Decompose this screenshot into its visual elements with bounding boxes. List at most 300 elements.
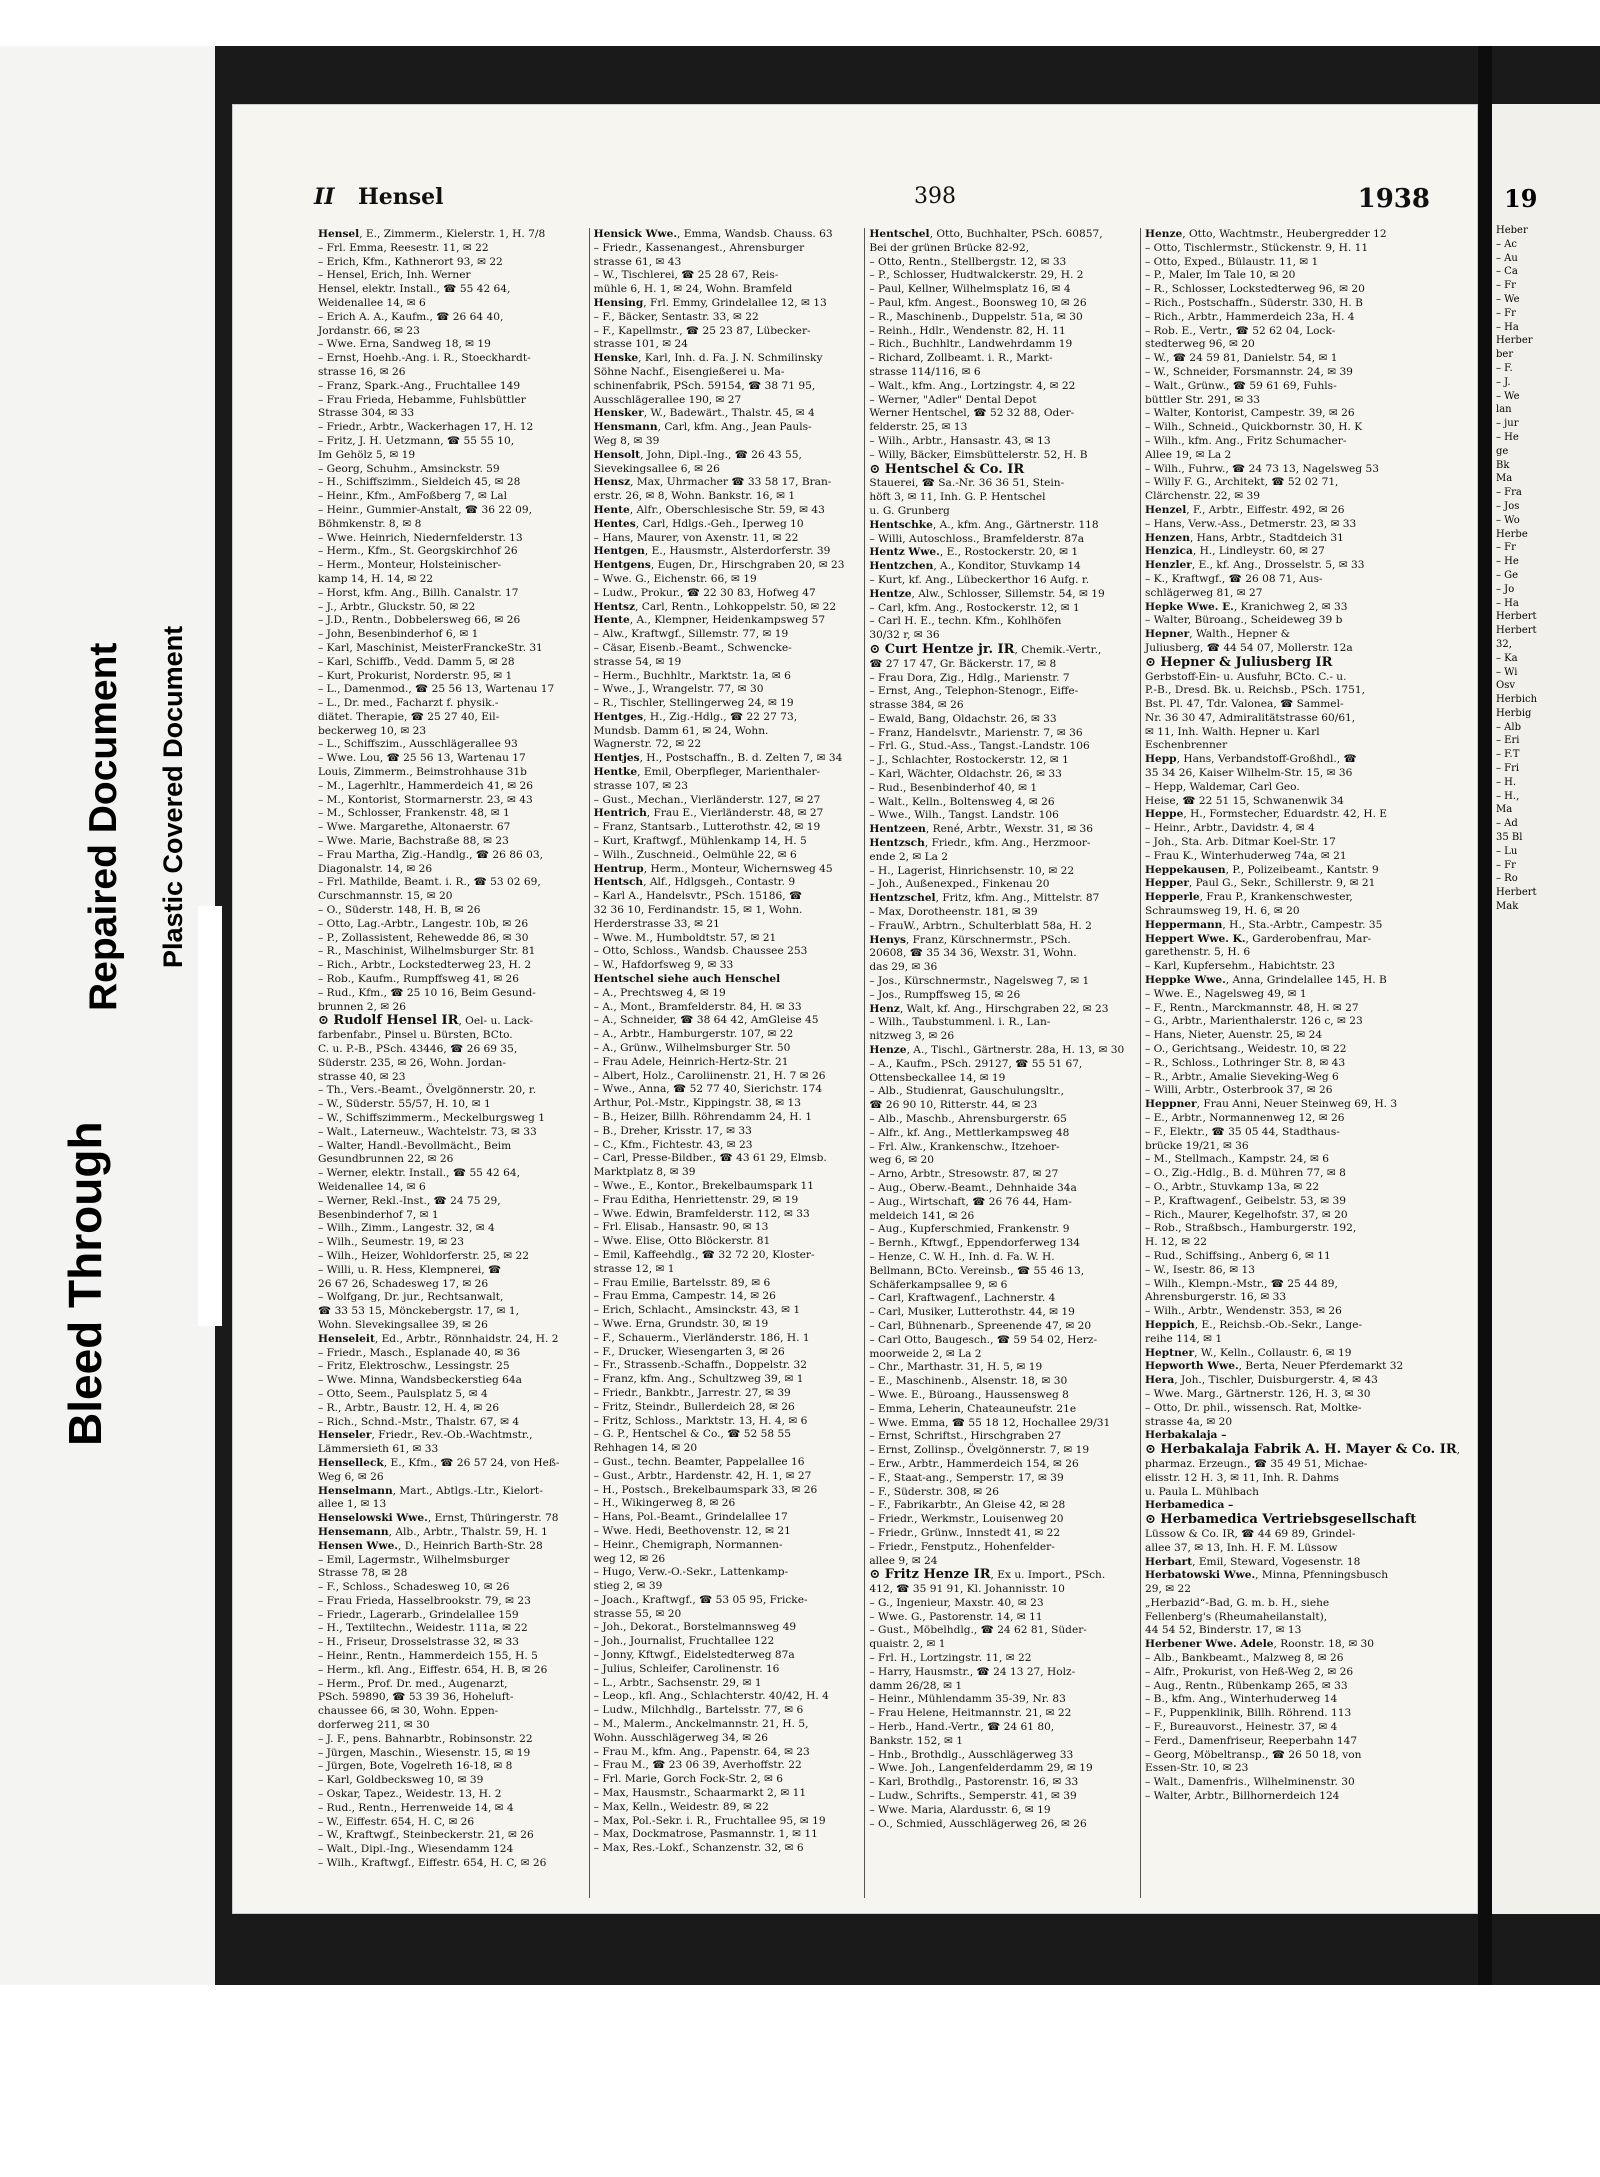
directory-entry: – M., Lagerhltr., Hammerdeich 41, ✉ 26: [318, 779, 534, 792]
column-4: [1140, 228, 1464, 1898]
directory-entry: Hepp, Hans, Verbandstoff-Großhdl., ☎: [1145, 753, 1357, 766]
next-page-entry: – Eri: [1496, 735, 1520, 747]
directory-entry: nitzweg 3, ✉ 26: [869, 1030, 955, 1043]
directory-entry: – F., Drucker, Wiesengarten 3, ✉ 26: [593, 1345, 785, 1358]
bottom-margin: [0, 1985, 1600, 2177]
directory-entry: – Franz, Spark.-Ang., Fruchtallee 149: [318, 379, 521, 392]
directory-entry: – Rich., Arbtr., Hammerdeich 23a, H. 4: [1145, 310, 1355, 323]
directory-entry: – Herm., Buchhltr., Marktstr. 1a, ✉ 6: [593, 669, 791, 682]
directory-entry: – Heinr., Arbtr., Davidstr. 4, ✉ 4: [1145, 822, 1315, 835]
directory-entry: ⊙ Fritz Henze IR, Ex u. Import., PSch.: [869, 1567, 1106, 1583]
directory-entry: Weidenallee 14, ✉ 6: [318, 1180, 426, 1193]
directory-entry: P.-B., Dresd. Bk. u. Reichsb., PSch. 1751,: [1145, 684, 1366, 697]
directory-entry: Hente, A., Klempner, Heidenkampsweg 57: [593, 614, 826, 627]
next-page-entry: – H.,: [1496, 790, 1520, 802]
directory-entry: – P., Maler, Im Tale 10, ✉ 20: [1145, 269, 1296, 282]
directory-entry: – FrauW., Arbtrn., Schulterblatt 58a, H. 2: [869, 919, 1092, 932]
directory-entry: diätet. Therapie, ☎ 25 27 40, Eil-: [318, 710, 500, 723]
directory-entry: – Max, Pol.-Sekr. i. R., Fruchtallee 95, ✉ 19: [593, 1814, 826, 1827]
directory-entry: – F., Puppenklinik, Billh. Röhrend. 113: [1145, 1707, 1352, 1720]
directory-entry: – O., Arbtr., Stuvkamp 13a, ✉ 22: [1145, 1180, 1320, 1193]
directory-entry: Hentjes, H., Postschaffn., B. d. Zelten 7, ✉ 34: [593, 752, 843, 765]
directory-entry: Hentschel siehe auch Henschel: [593, 973, 781, 986]
directory-entry: – John, Besenbinderhof 6, ✉ 1: [318, 628, 479, 641]
directory-entry: – Wilh., Kraftwgf., Eiffestr. 654, H. C, ✉ 26: [318, 1857, 547, 1870]
directory-entry: Heise, ☎ 22 51 15, Schwanenwik 34: [1145, 794, 1344, 807]
directory-entry: H. 12, ✉ 22: [1145, 1236, 1207, 1249]
column-1: [314, 228, 583, 1898]
directory-entry: Heptner, W., Kelln., Collaustr. 6, ✉ 19: [1145, 1346, 1352, 1359]
directory-entry: meldeich 141, ✉ 26: [869, 1209, 975, 1222]
directory-entry: – Frl. Alw., Krankenschw., Itzehoer-: [869, 1140, 1060, 1153]
directory-entry: – Frau Emma, Campestr. 14, ✉ 26: [593, 1290, 776, 1303]
directory-entry: C. u. P.-B., PSch. 43446, ☎ 26 69 35,: [318, 1043, 518, 1056]
directory-entry: Gesundbrunnen 22, ✉ 26: [318, 1153, 454, 1166]
directory-entry: – Walt., Grünw., ☎ 59 61 69, Fuhls-: [1145, 379, 1337, 392]
directory-entry: – Rud., Schiffsing., Anberg 6, ✉ 11: [1145, 1249, 1331, 1262]
next-page-entry: – jur: [1496, 418, 1519, 430]
directory-entry: – F., Staat-ang., Semperstr. 17, ✉ 39: [869, 1471, 1064, 1484]
next-page-entry: Osv: [1496, 680, 1515, 692]
directory-entry: Heppe, H., Formstecher, Eduardstr. 42, H. E: [1145, 808, 1388, 821]
directory-entry: – Henze, C. W. H., Inh. d. Fa. W. H.: [869, 1250, 1055, 1263]
directory-entry: – Heinr., Gummier-Anstalt, ☎ 36 22 09,: [318, 503, 533, 516]
directory-entry: – Wwe. Elise, Otto Blöckerstr. 81: [593, 1235, 771, 1248]
directory-entry: allee 37, ✉ 13, Inh. H. F. M. Lüssow: [1145, 1541, 1338, 1554]
directory-entry: – Jos., Kürschnermstr., Nagelsweg 7, ✉ 1: [869, 975, 1090, 988]
next-page-entry: – F.: [1496, 362, 1513, 374]
directory-entry: garethenstr. 5, H. 6: [1145, 946, 1251, 959]
directory-entry: – Georg, Möbeltransp., ☎ 26 50 18, von: [1145, 1748, 1362, 1761]
directory-entry: – Otto, Dr. phil., wissensch. Rat, Moltke-: [1145, 1401, 1362, 1414]
directory-entry: – Jürgen, Bote, Vogelreth 16-18, ✉ 8: [318, 1760, 513, 1773]
directory-entry: – Alb., Studienrat, Gauschulungsltr.,: [869, 1085, 1065, 1098]
next-page-entry: – Lu: [1496, 845, 1518, 857]
directory-entry: Hentzschel, Fritz, kfm. Ang., Mittelstr. 87: [869, 892, 1100, 905]
directory-entry: – Gust., Mechan., Vierländerstr. 127, ✉ 27: [593, 793, 821, 806]
directory-entry: Hensel, elektr. Install., ☎ 55 42 64,: [318, 283, 511, 296]
directory-entry: – R., Tischler, Stellingerweg 24, ✉ 19: [593, 697, 794, 710]
next-page-entry: – Au: [1496, 252, 1518, 264]
directory-entry: – Walter, Handl.-Bevollmächt., Beim: [318, 1139, 512, 1152]
directory-entry: Henselmann, Mart., Abtlgs.-Ltr., Kielort-: [318, 1484, 543, 1497]
next-page-entry: – Fr: [1496, 542, 1516, 554]
directory-entry: – Jürgen, Maschin., Wiesenstr. 15, ✉ 19: [318, 1746, 531, 1759]
directory-entry: – Friedr., Werkmstr., Louisenweg 20: [869, 1513, 1064, 1526]
directory-entry: Henzel, F., Arbtr., Eiffestr. 492, ✉ 26: [1145, 503, 1345, 516]
directory-entry: – Frau M., ☎ 23 06 39, Averhoffstr. 22: [593, 1759, 802, 1772]
directory-entry: – H., Textiltechn., Weidestr. 111a, ✉ 22: [318, 1622, 528, 1635]
next-page-entry: – Jos: [1496, 500, 1520, 512]
directory-entry: – Frau Frieda, Hebamme, Fuhlsbüttler: [318, 393, 526, 406]
directory-entry: – P., Zollassistent, Rehewedde 86, ✉ 30: [318, 931, 529, 944]
directory-entry: Hepner, Walth., Hepner &: [1145, 628, 1291, 641]
directory-entry: strasse 12, ✉ 1: [593, 1262, 675, 1275]
directory-entry: – Wwe., J., Wrangelstr. 77, ✉ 30: [593, 683, 764, 696]
directory-entry: Henzica, H., Lindleystr. 60, ✉ 27: [1145, 545, 1325, 558]
directory-entry: Hentsch, Alf., Hdlgsgeh., Contastr. 9: [593, 876, 796, 889]
directory-entry: Hensmann, Carl, kfm. Ang., Jean Pauls-: [593, 421, 812, 434]
directory-entry: – Willi, Autoschloss., Bramfelderstr. 87a: [869, 532, 1085, 545]
directory-entry: – O., Schmied, Ausschlägerweg 26, ✉ 26: [869, 1817, 1087, 1830]
directory-entry: – Rich., Postschaffn., Süderstr. 330, H. B: [1145, 296, 1363, 309]
directory-entry: – W., Isestr. 86, ✉ 13: [1145, 1263, 1255, 1276]
directory-entry: Hensen Wwe., D., Heinrich Barth-Str. 28: [318, 1539, 543, 1552]
directory-entry: – Ernst, Hoehb.-Ang. i. R., Stoeckhardt-: [318, 352, 531, 365]
directory-entry: reihe 114, ✉ 1: [1145, 1332, 1223, 1345]
directory-entry: – Wwe. Emma, ☎ 55 18 12, Hochallee 29/31: [869, 1416, 1111, 1429]
directory-entry: – E., Maschinenb., Alsenstr. 18, ✉ 30: [869, 1375, 1068, 1388]
directory-entry: Henys, Franz, Kürschnermstr., PSch.: [869, 933, 1071, 946]
directory-entry: – M., Malerm., Anckelmannstr. 21, H. 5,: [593, 1718, 809, 1731]
directory-entry: – Wwe. M., Humboldtstr. 57, ✉ 21: [593, 931, 777, 944]
directory-entry: Hensemann, Alb., Arbtr., Thalstr. 59, H. 1: [318, 1525, 548, 1538]
running-head: Hensel: [358, 184, 444, 210]
directory-entry: – F., Süderstr. 308, ✉ 26: [869, 1485, 1000, 1498]
directory-entry: – Hans, Verw.-Ass., Detmerstr. 23, ✉ 33: [1145, 517, 1357, 530]
directory-entry: 20608, ☎ 35 34 36, Wexstr. 31, Wohn.: [869, 947, 1077, 960]
directory-entry: Hentes, Carl, Hdlgs.-Geh., Iperweg 10: [593, 517, 804, 530]
directory-entry: Heppert Wwe. K., Garderobenfrau, Mar-: [1145, 932, 1372, 945]
directory-entry: felderstr. 25, ✉ 13: [869, 421, 968, 434]
directory-entry: – Herb., Hand.-Vertr., ☎ 24 61 80,: [869, 1721, 1055, 1734]
directory-entry: – Franz, Stantsarb., Lutterothstr. 42, ✉ 19: [593, 821, 821, 834]
directory-entry: – Hans, Maurer, von Axenstr. 11, ✉ 22: [593, 531, 799, 544]
directory-entry: Hentschel, Otto, Buchhalter, PSch. 60857,: [869, 228, 1103, 240]
directory-entry: – Friedr., Kassenangest., Ahrensburger: [593, 241, 805, 254]
directory-entry: – Fritz, Elektroschw., Lessingstr. 25: [318, 1360, 510, 1373]
directory-entry: – Wwe. Marg., Gärtnerstr. 126, H. 3, ✉ 30: [1145, 1387, 1371, 1400]
directory-entry: – Richard, Zollbeamt. i. R., Markt-: [869, 352, 1053, 365]
directory-entry: Bst. Pl. 47, Tdr. Valonea, ☎ Sammel-: [1145, 698, 1344, 711]
directory-entry: Hentgens, Eugen, Dr., Hirschgraben 20, ✉ 23: [593, 559, 845, 572]
directory-entry: – Herm., kfl. Ang., Eiffestr. 654, H. B, ✉ 26: [318, 1663, 548, 1676]
directory-entry: ✉ 11, Inh. Walth. Hepner u. Karl: [1145, 725, 1320, 738]
directory-entry: Hentzsch, Friedr., kfm. Ang., Herzmoor-: [869, 837, 1091, 850]
directory-entry: – Rich., Maurer, Kegelhofstr. 37, ✉ 20: [1145, 1208, 1348, 1221]
directory-entry: – Frau M., kfm. Ang., Papenstr. 64, ✉ 23: [593, 1745, 810, 1758]
directory-entry: brunnen 2, ✉ 26: [318, 1000, 406, 1013]
directory-entry: – R., Maschinenb., Duppelstr. 51a, ✉ 30: [869, 310, 1083, 323]
directory-entry: – Fr., Strassenb.-Schaffn., Doppelstr. 32: [593, 1359, 807, 1372]
directory-entry: 44 54 52, Binderstr. 17, ✉ 13: [1145, 1624, 1302, 1637]
directory-entry: Weg 6, ✉ 26: [318, 1470, 384, 1483]
directory-entry: – Wilh., Arbtr., Wendenstr. 353, ✉ 26: [1145, 1305, 1342, 1318]
directory-entry: – Joh., Dekorat., Borstelmannsweg 49: [593, 1621, 797, 1634]
directory-entry: 26 67 26, Schadesweg 17, ✉ 26: [318, 1277, 489, 1290]
directory-entry: – Wilh., Seumestr. 19, ✉ 23: [318, 1236, 464, 1249]
directory-entry: – Jos., Rumpffsweg 15, ✉ 26: [869, 988, 1021, 1001]
directory-entry: – M., Schlosser, Frankenstr. 48, ✉ 1: [318, 807, 510, 820]
directory-entry: Henske, Karl, Inh. d. Fa. J. N. Schmilinsky: [593, 352, 823, 365]
directory-entry: – F., Schauerm., Vierländerstr. 186, H. 1: [593, 1331, 810, 1344]
directory-entry: Nr. 36 30 47, Admiralitätstrasse 60/61,: [1145, 711, 1356, 724]
directory-entry: – Alw., Kraftwgf., Sillemstr. 77, ✉ 19: [593, 628, 789, 641]
directory-entry: Henz, Walt, kf. Ang., Hirschgraben 22, ✉ 23: [869, 1002, 1109, 1015]
directory-entry: – Hans, Pol.-Beamt., Grindelallee 17: [593, 1511, 788, 1524]
directory-entry: – Ludw., Prokur., ☎ 22 30 83, Hofweg 47: [593, 586, 816, 599]
directory-entry: – Joach., Kraftwgf., ☎ 53 05 95, Fricke-: [593, 1593, 808, 1606]
next-page-entry: Heber: [1496, 225, 1528, 236]
directory-entry: – Werner, elektr. Install., ☎ 55 42 64,: [318, 1167, 520, 1180]
directory-entry: – Wwe., Anna, ☎ 52 77 40, Sierichstr. 174: [593, 1083, 823, 1096]
directory-entry: – H., Schiffszimm., Sieldeich 45, ✉ 28: [318, 476, 521, 489]
directory-entry: – Fritz, Schloss., Marktstr. 13, H. 4, ✉ 6: [593, 1414, 808, 1427]
directory-entry: – Oskar, Tapez., Weidestr. 13, H. 2: [318, 1788, 502, 1801]
directory-entry: – Kurt, kf. Ang., Lübeckerthor 16 Aufg. r.: [869, 573, 1090, 586]
directory-entry: Herbener Wwe. Adele, Roonstr. 18, ✉ 30: [1145, 1638, 1375, 1651]
directory-entry: – F., Fabrikarbtr., An Gleise 42, ✉ 28: [869, 1499, 1066, 1512]
directory-entry: – Gust., Möbelhdlg., ☎ 24 62 81, Süder-: [869, 1624, 1087, 1637]
directory-entry: höft 3, ✉ 11, Inh. G. P. Hentschel: [869, 491, 1046, 504]
directory-entry: allee 1, ✉ 13: [318, 1498, 387, 1511]
directory-entry: – R., Arbtr., Amalie Sieveking-Weg 6: [1145, 1070, 1339, 1083]
directory-entry: strasse 384, ✉ 26: [869, 699, 964, 712]
directory-entry: – Walter, Arbtr., Billhornerdeich 124: [1145, 1790, 1340, 1803]
directory-entry: – Willy F. G., Architekt, ☎ 52 02 71,: [1145, 476, 1339, 489]
directory-entry: – Hensel, Erich, Inh. Werner: [318, 269, 471, 282]
directory-entry: – Wilh., Arbtr., Hansastr. 43, ✉ 13: [869, 434, 1051, 447]
directory-entry: „Herbazid“-Bad, G. m. b. H., siehe: [1145, 1596, 1330, 1609]
directory-entry: Weg 8, ✉ 39: [593, 434, 660, 447]
next-page-entry: Bk: [1496, 459, 1510, 471]
plastic-covered-label: Plastic Covered Document: [158, 625, 188, 968]
next-page-entry: ge: [1496, 445, 1509, 457]
next-page-entry: Herbert: [1496, 611, 1537, 623]
directory-entry: – Max, Res.-Lokf., Schanzenstr. 32, ✉ 6: [593, 1842, 804, 1855]
directory-entry: Essen-Str. 10, ✉ 23: [1145, 1762, 1249, 1775]
scan-frame: [0, 46, 1600, 1985]
directory-entry: kamp 14, H. 14, ✉ 22: [318, 572, 434, 585]
directory-entry: – B., Heizer, Billh. Röhrendamm 24, H. 1: [593, 1111, 812, 1123]
directory-entry: Heppner, Frau Anni, Neuer Steinweg 69, H. 3: [1145, 1098, 1398, 1111]
directory-entry: Henselowski Wwe., Ernst, Thüringerstr. 78: [318, 1512, 559, 1525]
directory-entry: – Frau K., Winterhuderweg 74a, ✉ 21: [1145, 849, 1347, 862]
directory-entry: das 29, ✉ 36: [869, 961, 938, 974]
next-page-edge: [1492, 104, 1600, 1914]
directory-entry: – Frau Frieda, Hasselbrookstr. 79, ✉ 23: [318, 1594, 531, 1607]
directory-entry: quaistr. 2, ✉ 1: [869, 1638, 946, 1651]
directory-entry: – Max, Kelln., Weidestr. 89, ✉ 22: [593, 1800, 769, 1813]
directory-entry: Wohn. Ausschlägerweg 34, ✉ 26: [593, 1731, 768, 1744]
directory-entry: Juliusberg, ☎ 44 54 07, Mollerstr. 12a: [1145, 641, 1353, 654]
directory-entry: strasse 107, ✉ 23: [593, 779, 688, 792]
directory-entry: – Chr., Marthastr. 31, H. 5, ✉ 19: [869, 1361, 1043, 1374]
directory-entry: Eschenbrenner: [1145, 739, 1228, 752]
directory-entry: Strasse 78, ✉ 28: [318, 1567, 408, 1580]
directory-entry: Henze, A., Tischl., Gärtnerstr. 28a, H. 13, ✉ 30: [869, 1044, 1125, 1057]
directory-entry: – F., Rentn., Marckmannstr. 48, H. ✉ 27: [1145, 1001, 1359, 1014]
directory-entry: – Frl. Marie, Gorch Fock-Str. 2, ✉ 6: [593, 1773, 784, 1786]
directory-entry: – Rob. E., Vertr., ☎ 52 62 04, Lock-: [1145, 324, 1336, 337]
directory-entry: Herderstrasse 33, ✉ 21: [593, 917, 720, 930]
directory-entry: – Wwe. Margarethe, Altonaerstr. 67: [318, 821, 511, 834]
directory-entry: – B., Dreher, Krisstr. 17, ✉ 33: [593, 1124, 752, 1137]
directory-entry: – Wwe., Wilh., Tangst. Landstr. 106: [869, 809, 1059, 822]
directory-entry: – F., Bureauvorst., Heinestr. 37, ✉ 4: [1145, 1721, 1338, 1734]
next-page-entry: – Fr: [1496, 280, 1516, 292]
directory-entry: Im Gehölz 5, ✉ 19: [318, 448, 416, 461]
directory-entry: Herbatowski Wwe., Minna, Pfenningsbusch: [1145, 1569, 1389, 1582]
directory-entry: – Joh., Außenexped., Finkenau 20: [869, 878, 1050, 891]
directory-entry: – H., Lagerist, Hinrichsenstr. 10, ✉ 22: [869, 864, 1075, 877]
directory-entry: – W., Eiffestr. 654, H. C, ✉ 26: [318, 1815, 475, 1828]
directory-entry: PSch. 59890, ☎ 53 39 36, Hoheluft-: [318, 1691, 514, 1704]
directory-entry: – Aug., Wirtschaft, ☎ 26 76 44, Ham-: [869, 1195, 1072, 1208]
directory-entry: Jordanstr. 66, ✉ 23: [318, 324, 420, 337]
directory-entry: – A., Mont., Bramfelderstr. 84, H. ✉ 33: [593, 1000, 802, 1013]
directory-entry: Heppke Wwe., Anna, Grindelallee 145, H. B: [1145, 974, 1387, 987]
directory-entry: – Rich., Arbtr., Lockstedterweg 23, H. 2: [318, 959, 532, 972]
directory-entry: – Werner, Rekl.-Inst., ☎ 24 75 29,: [318, 1194, 501, 1207]
directory-entry: Herbakalaja –: [1145, 1429, 1227, 1442]
directory-entry: Bankstr. 152, ✉ 1: [869, 1734, 963, 1747]
directory-entry: – Karl, Kupfersehm., Habichtstr. 23: [1145, 960, 1335, 973]
directory-entry: Hensolt, John, Dipl.-Ing., ☎ 26 43 55,: [593, 448, 802, 461]
directory-entry: – Wilh., Zuschneid., Oelmühle 22, ✉ 6: [593, 848, 797, 861]
directory-entry: Lüssow & Co. IR, ☎ 44 69 89, Grindel-: [1145, 1527, 1356, 1540]
directory-entry: ☎ 26 90 10, Ritterstr. 44, ✉ 23: [869, 1099, 1038, 1112]
directory-entry: Allee 19, ✉ La 2: [1145, 448, 1232, 461]
directory-entry: – A., Grünw., Wilhelmsburger Str. 50: [593, 1042, 791, 1055]
directory-entry: – Otto, Rentn., Stellbergstr. 12, ✉ 33: [869, 255, 1067, 268]
directory-entry: – C., Kfm., Fichtestr. 43, ✉ 23: [593, 1138, 753, 1151]
directory-entry: Hepper, Paul G., Sekr., Schillerstr. 9, ✉ 21: [1145, 877, 1376, 890]
directory-entry: – E., Arbtr., Normannenweg 12, ✉ 26: [1145, 1112, 1345, 1124]
directory-entry: – Wilh., Zimm., Langestr. 32, ✉ 4: [318, 1222, 495, 1235]
directory-entry: Hera, Joh., Tischler, Duisburgerstr. 4, ✉ 43: [1145, 1374, 1378, 1387]
directory-entry: strasse 114/116, ✉ 6: [869, 365, 981, 378]
next-page-entry: – Ha: [1496, 321, 1519, 333]
directory-entry: – Max, Dorotheenstr. 181, ✉ 39: [869, 906, 1038, 919]
directory-entry: Heppekausen, P., Polizeibeamt., Kantstr. 9: [1145, 863, 1379, 876]
directory-entry: moorweide 2, ✉ La 2: [869, 1347, 982, 1360]
directory-entry: – Wwe. G., Pastorenstr. 14, ✉ 11: [869, 1610, 1043, 1623]
directory-entry: farbenfabr., Pinsel u. Bürsten, BCto.: [318, 1029, 513, 1042]
directory-entry: 35 34 26, Kaiser Wilhelm-Str. 15, ✉ 36: [1145, 767, 1353, 780]
directory-entry: Werner Hentschel, ☎ 52 32 88, Oder-: [869, 407, 1075, 420]
directory-entry: Hentz Wwe., E., Rostockerstr. 20, ✉ 1: [869, 546, 1079, 559]
directory-entry: weg 12, ✉ 26: [593, 1552, 666, 1565]
directory-entry: – Willi, Arbtr., Osterbrook 37, ✉ 26: [1145, 1084, 1333, 1097]
next-page-entry: – Ad: [1496, 818, 1518, 830]
directory-entry: Henze, Otto, Wachtmstr., Heubergredder 12: [1145, 228, 1387, 240]
directory-entry: strasse 4a, ✉ 20: [1145, 1415, 1233, 1428]
next-page-entry: – Jo: [1496, 583, 1515, 595]
directory-entry: – Th., Vers.-Beamt., Övelgönnerstr. 20, r.: [318, 1084, 537, 1097]
directory-entry: – Joh., Journalist, Fruchtallee 122: [593, 1635, 775, 1648]
directory-entry: ⊙ Hentschel & Co. IR: [869, 461, 1025, 477]
directory-entry: – Wilh., Klempn.-Mstr., ☎ 25 44 89,: [1145, 1277, 1338, 1290]
directory-entry: – Wwe. Heinrich, Niedernfelderstr. 13: [318, 531, 523, 544]
directory-entry: – W., Tischlerei, ☎ 25 28 67, Reis-: [593, 269, 779, 282]
directory-entry: – Ferd., Damenfriseur, Reeperbahn 147: [1145, 1734, 1358, 1747]
directory-entry: – Ernst, Ang., Telephon-Stenogr., Eiffe-: [869, 685, 1079, 698]
directory-entry: – Ludw., Schrifts., Semperstr. 41, ✉ 39: [869, 1790, 1077, 1803]
directory-entry: – W., Hafdorfsweg 9, ✉ 33: [593, 959, 734, 972]
directory-entry: Hepperle, Frau P., Krankenschwester,: [1145, 891, 1353, 904]
directory-entry: – Hans, Nieter, Auenstr. 25, ✉ 24: [1145, 1029, 1323, 1042]
directory-entry: – Wolfgang, Dr. jur., Rechtsanwalt,: [318, 1291, 504, 1304]
page-number: 398: [914, 184, 956, 209]
directory-entry: – Carl Otto, Baugesch., ☎ 59 54 02, Herz-: [869, 1333, 1098, 1346]
next-page-entry: Ma: [1496, 804, 1513, 816]
directory-entry: – R., Schlosser, Lockstedterweg 96, ✉ 20: [1145, 283, 1365, 296]
directory-entry: Herbamedica –: [1145, 1499, 1234, 1512]
directory-entry: – O., Süderstr. 148, H. B, ✉ 26: [318, 904, 481, 917]
directory-entry: – Erich A. A., Kaufm., ☎ 26 64 40,: [318, 310, 504, 323]
directory-entry: – H., Postsch., Brekelbaumspark 33, ✉ 26: [593, 1483, 818, 1496]
directory-entry: – Carl H. E., techn. Kfm., Kohlhöfen: [869, 615, 1062, 628]
next-page-entry: Herbe: [1496, 528, 1528, 540]
directory-entry: – P., Schlosser, Hudtwalckerstr. 29, H. 2: [869, 269, 1084, 282]
directory-entry: – Erw., Arbtr., Hammerdeich 154, ✉ 26: [869, 1457, 1079, 1470]
section-number: II: [314, 184, 335, 210]
next-page-entry: Mak: [1496, 901, 1519, 913]
directory-entry: – J., Arbtr., Gluckstr. 50, ✉ 22: [318, 600, 476, 613]
directory-entry: – Carl, Musiker, Lutterothstr. 44, ✉ 19: [869, 1306, 1075, 1319]
column-3: [864, 228, 1134, 1898]
next-page-entry: – Ro: [1496, 873, 1518, 885]
directory-entry: brücke 19/21, ✉ 36: [1145, 1139, 1249, 1152]
directory-entry: – Heinr., Kfm., AmFoßberg 7, ✉ Lal: [318, 490, 508, 503]
directory-entry: Schäferkampsallee 9, ✉ 6: [869, 1278, 1008, 1291]
directory-entry: – Rud., Besenbinderhof 40, ✉ 1: [869, 781, 1038, 794]
directory-entry: – F., Schloss., Schadesweg 10, ✉ 26: [318, 1581, 510, 1594]
directory-entry: – Wwe. Lou, ☎ 25 56 13, Wartenau 17: [318, 752, 526, 765]
directory-entry: Hentze, Alw., Schlosser, Sillemstr. 54, ✉ 19: [869, 587, 1105, 600]
directory-entry: – Jonny, Kftwgf., Eidelstedterweg 87a: [593, 1649, 795, 1662]
directory-entry: – Wilh., Taubstummenl. i. R., Lan-: [869, 1016, 1051, 1029]
directory-entry: stedterweg 96, ✉ 20: [1145, 338, 1255, 351]
directory-entry: – Rud., Rentn., Herrenweide 14, ✉ 4: [318, 1801, 514, 1814]
next-page-entry: 35 Bl: [1496, 832, 1523, 844]
directory-entry: – P., Kraftwagenf., Geibelstr. 53, ✉ 39: [1145, 1194, 1346, 1207]
directory-entry: – Wwe. Maria, Alardusstr. 6, ✉ 19: [869, 1803, 1051, 1816]
directory-entry: Hentzeen, René, Arbtr., Wexstr. 31, ✉ 36: [869, 823, 1093, 836]
directory-entry: Henzler, E., kf. Ang., Drosselstr. 5, ✉ 33: [1145, 559, 1365, 572]
directory-entry: Ottensbeckallee 14, ✉ 19: [869, 1071, 1006, 1084]
directory-entry: – Ewald, Bang, Oldachstr. 26, ✉ 33: [869, 712, 1057, 725]
directory-entry: 32 36 10, Ferdinandstr. 15, ✉ 1, Wohn.: [593, 904, 803, 917]
directory-entry: – Frl. G., Stud.-Ass., Tangst.-Landstr. 106: [869, 740, 1090, 753]
directory-entry: – Friedr., Grünw., Innstedt 41, ✉ 22: [869, 1526, 1061, 1539]
directory-entry: Bellmann, BCto. Vereinsb., ☎ 55 46 13,: [869, 1264, 1085, 1277]
directory-entry: Curschmannstr. 15, ✉ 20: [318, 890, 453, 903]
directory-entry: – Herm., Monteur, Holsteinischer-: [318, 559, 502, 572]
next-page-entry: – Ha: [1496, 597, 1519, 609]
directory-entry: – Alb., Maschb., Ahrensburgerstr. 65: [869, 1113, 1067, 1125]
next-page-entry: – J.: [1496, 376, 1511, 388]
next-page-entry: – Fra: [1496, 487, 1522, 499]
directory-entry: – Walter, Kontorist, Campestr. 39, ✉ 26: [1145, 407, 1355, 420]
repaired-document-label: Repaired Document: [82, 642, 125, 1011]
directory-entry: – Friedr., Fenstputz., Hohenfelder-: [869, 1540, 1055, 1553]
directory-entry: damm 26/28, ✉ 1: [869, 1679, 963, 1692]
bleed-through-label: Bleed Through: [59, 1121, 111, 1446]
directory-entry: – Wilh., Schneid., Quickbornstr. 30, H. K: [1145, 421, 1363, 434]
directory-entry: Herbart, Emil, Steward, Vogesenstr. 18: [1145, 1555, 1361, 1568]
directory-entry: – R., Maschinist, Wilhelmsburger Str. 81: [318, 945, 536, 958]
directory-entry: ☎ 27 17 47, Gr. Bäckerstr. 17, ✉ 8: [869, 657, 1057, 670]
directory-entry: – R., Arbtr., Baustr. 12, H. 4, ✉ 26: [318, 1401, 500, 1414]
directory-entry: Henzen, Hans, Arbtr., Stadtdeich 31: [1145, 531, 1344, 544]
directory-entry: chaussee 66, ✉ 30, Wohn. Eppen-: [318, 1705, 499, 1718]
directory-entry: – Karl, Schiffb., Vedd. Damm 5, ✉ 28: [318, 655, 515, 668]
directory-entry: – Walt., kfm. Ang., Lortzingstr. 4, ✉ 22: [869, 379, 1076, 392]
directory-entry: – G. P., Hentschel & Co., ☎ 52 58 55: [593, 1428, 791, 1441]
next-page-entry: – F.T: [1496, 749, 1520, 761]
